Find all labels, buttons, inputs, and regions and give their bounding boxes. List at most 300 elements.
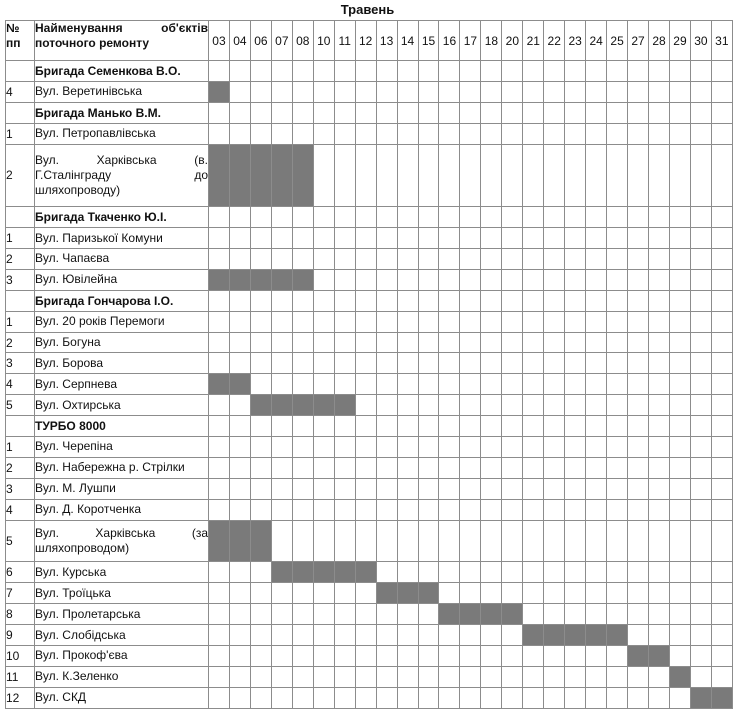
schedule-cell (460, 228, 481, 249)
schedule-cell (586, 666, 607, 687)
schedule-bar-cell (292, 269, 313, 290)
schedule-cell (690, 311, 711, 332)
schedule-cell (586, 269, 607, 290)
schedule-cell (292, 228, 313, 249)
schedule-cell (523, 583, 544, 604)
schedule-cell (334, 102, 355, 123)
schedule-cell (711, 269, 732, 290)
schedule-cell (690, 437, 711, 458)
schedule-cell (418, 102, 439, 123)
schedule-cell (229, 249, 250, 270)
schedule-cell (523, 269, 544, 290)
schedule-cell (229, 102, 250, 123)
schedule-cell (544, 520, 565, 562)
schedule-cell (418, 499, 439, 520)
schedule-cell (355, 269, 376, 290)
schedule-cell (544, 457, 565, 478)
schedule-cell (397, 102, 418, 123)
schedule-cell (397, 144, 418, 207)
schedule-cell (565, 395, 586, 416)
schedule-cell (690, 583, 711, 604)
object-row (6, 144, 733, 207)
object-row (6, 228, 733, 249)
schedule-cell (460, 249, 481, 270)
schedule-cell (711, 666, 732, 687)
schedule-cell (690, 416, 711, 437)
schedule-cell (586, 81, 607, 102)
schedule-cell (565, 249, 586, 270)
schedule-cell (607, 499, 628, 520)
schedule-cell (439, 123, 460, 144)
schedule-cell (292, 102, 313, 123)
schedule-cell (418, 353, 439, 374)
day-header: 12 (355, 21, 376, 61)
schedule-cell (586, 102, 607, 123)
schedule-cell (649, 687, 670, 708)
row-number: 2 (6, 144, 35, 207)
schedule-cell (313, 228, 334, 249)
schedule-cell (711, 520, 732, 562)
schedule-cell (397, 207, 418, 228)
schedule-cell (292, 625, 313, 646)
schedule-cell (334, 332, 355, 353)
schedule-cell (334, 687, 355, 708)
schedule-cell (690, 332, 711, 353)
schedule-cell (628, 604, 649, 625)
schedule-cell (250, 457, 271, 478)
schedule-cell (649, 457, 670, 478)
object-row (6, 353, 733, 374)
schedule-cell (711, 102, 732, 123)
schedule-cell (711, 311, 732, 332)
row-number: 2 (6, 457, 35, 478)
schedule-cell (544, 228, 565, 249)
schedule-cell (502, 520, 523, 562)
day-header: 04 (229, 21, 250, 61)
schedule-cell (481, 520, 502, 562)
schedule-cell (313, 437, 334, 458)
schedule-cell (565, 645, 586, 666)
schedule-cell (523, 645, 544, 666)
schedule-cell (229, 311, 250, 332)
schedule-cell (544, 249, 565, 270)
schedule-cell (502, 102, 523, 123)
object-row (6, 604, 733, 625)
day-header: 06 (250, 21, 271, 61)
schedule-cell (628, 61, 649, 82)
schedule-cell (669, 290, 690, 311)
schedule-cell (481, 625, 502, 646)
schedule-cell (502, 457, 523, 478)
schedule-cell (523, 604, 544, 625)
schedule-bar-cell (292, 144, 313, 207)
schedule-bar-cell (209, 144, 230, 207)
schedule-cell (334, 457, 355, 478)
schedule-cell (565, 311, 586, 332)
schedule-cell (271, 437, 292, 458)
schedule-cell (460, 645, 481, 666)
row-number: 3 (6, 269, 35, 290)
schedule-cell (607, 123, 628, 144)
schedule-cell (586, 604, 607, 625)
schedule-cell (418, 395, 439, 416)
schedule-cell (628, 499, 649, 520)
schedule-cell (565, 666, 586, 687)
row-number: 9 (6, 625, 35, 646)
schedule-cell (544, 416, 565, 437)
schedule-cell (586, 290, 607, 311)
schedule-cell (439, 374, 460, 395)
schedule-cell (607, 520, 628, 562)
object-row (6, 645, 733, 666)
schedule-cell (523, 123, 544, 144)
schedule-cell (355, 499, 376, 520)
schedule-cell (690, 395, 711, 416)
schedule-cell (711, 228, 732, 249)
schedule-bar-cell (313, 395, 334, 416)
schedule-cell (209, 395, 230, 416)
schedule-cell (209, 645, 230, 666)
schedule-bar-cell (209, 374, 230, 395)
schedule-cell (711, 645, 732, 666)
schedule-cell (376, 457, 397, 478)
row-number: 2 (6, 332, 35, 353)
schedule-cell (502, 249, 523, 270)
schedule-cell (313, 61, 334, 82)
schedule-cell (313, 311, 334, 332)
schedule-cell (250, 562, 271, 583)
schedule-cell (628, 416, 649, 437)
schedule-cell (711, 395, 732, 416)
schedule-cell (397, 374, 418, 395)
schedule-cell (628, 81, 649, 102)
schedule-cell (460, 311, 481, 332)
schedule-cell (313, 207, 334, 228)
schedule-cell (481, 583, 502, 604)
schedule-bar-cell (292, 562, 313, 583)
row-number: 3 (6, 478, 35, 499)
schedule-cell (250, 332, 271, 353)
schedule-cell (271, 520, 292, 562)
schedule-cell (229, 81, 250, 102)
schedule-cell (502, 687, 523, 708)
schedule-cell (669, 645, 690, 666)
schedule-cell (565, 687, 586, 708)
row-number: 6 (6, 562, 35, 583)
schedule-cell (460, 353, 481, 374)
schedule-cell (292, 666, 313, 687)
schedule-bar-cell (229, 144, 250, 207)
schedule-cell (355, 228, 376, 249)
schedule-cell (460, 562, 481, 583)
schedule-cell (271, 81, 292, 102)
schedule-cell (607, 395, 628, 416)
object-row (6, 666, 733, 687)
schedule-cell (271, 666, 292, 687)
schedule-cell (355, 395, 376, 416)
schedule-cell (460, 666, 481, 687)
schedule-cell (628, 332, 649, 353)
schedule-cell (502, 478, 523, 499)
schedule-bar-cell (481, 604, 502, 625)
schedule-cell (607, 144, 628, 207)
brigade-name: Бригада Манько В.М. (35, 102, 209, 123)
schedule-cell (418, 123, 439, 144)
row-number: 11 (6, 666, 35, 687)
schedule-cell (481, 123, 502, 144)
schedule-cell (250, 311, 271, 332)
schedule-cell (334, 478, 355, 499)
schedule-cell (313, 687, 334, 708)
brigade-num-empty (6, 207, 35, 228)
schedule-bar-cell (711, 687, 732, 708)
schedule-cell (271, 457, 292, 478)
schedule-cell (628, 687, 649, 708)
schedule-bar-cell (355, 562, 376, 583)
object-name: Вул. Курська (35, 562, 209, 583)
schedule-cell (355, 437, 376, 458)
object-row (6, 269, 733, 290)
schedule-cell (292, 332, 313, 353)
schedule-cell (313, 457, 334, 478)
schedule-cell (460, 395, 481, 416)
schedule-cell (711, 625, 732, 646)
schedule-cell (397, 228, 418, 249)
schedule-cell (334, 269, 355, 290)
schedule-bar-cell (209, 520, 230, 562)
schedule-cell (250, 374, 271, 395)
schedule-cell (209, 416, 230, 437)
schedule-cell (669, 395, 690, 416)
schedule-cell (544, 374, 565, 395)
schedule-cell (607, 687, 628, 708)
brigade-row (6, 416, 733, 437)
schedule-cell (355, 583, 376, 604)
schedule-cell (711, 332, 732, 353)
schedule-cell (690, 290, 711, 311)
schedule-cell (418, 374, 439, 395)
schedule-cell (669, 353, 690, 374)
schedule-cell (607, 269, 628, 290)
schedule-cell (271, 604, 292, 625)
schedule-cell (292, 123, 313, 144)
schedule-cell (481, 269, 502, 290)
schedule-cell (523, 61, 544, 82)
schedule-cell (523, 249, 544, 270)
schedule-cell (292, 353, 313, 374)
schedule-cell (669, 102, 690, 123)
schedule-cell (209, 311, 230, 332)
schedule-cell (355, 102, 376, 123)
schedule-cell (355, 416, 376, 437)
schedule-cell (565, 374, 586, 395)
schedule-cell (209, 353, 230, 374)
schedule-cell (376, 332, 397, 353)
row-number: 1 (6, 123, 35, 144)
day-header: 25 (607, 21, 628, 61)
schedule-cell (586, 228, 607, 249)
schedule-cell (523, 687, 544, 708)
schedule-cell (544, 61, 565, 82)
schedule-cell (334, 645, 355, 666)
schedule-cell (229, 290, 250, 311)
schedule-cell (690, 520, 711, 562)
schedule-cell (586, 61, 607, 82)
header-num: № пп (6, 21, 35, 61)
schedule-cell (209, 102, 230, 123)
schedule-bar-cell (334, 395, 355, 416)
day-header: 21 (523, 21, 544, 61)
schedule-cell (523, 102, 544, 123)
schedule-cell (649, 269, 670, 290)
schedule-cell (649, 207, 670, 228)
schedule-cell (250, 499, 271, 520)
schedule-cell (460, 290, 481, 311)
object-name: Вул. 20 років Перемоги (35, 311, 209, 332)
schedule-cell (481, 249, 502, 270)
schedule-cell (544, 499, 565, 520)
schedule-cell (502, 311, 523, 332)
schedule-cell (313, 645, 334, 666)
schedule-cell (502, 269, 523, 290)
schedule-cell (334, 583, 355, 604)
schedule-cell (669, 604, 690, 625)
object-name: Вул. Серпнева (35, 374, 209, 395)
schedule-cell (271, 478, 292, 499)
schedule-cell (460, 269, 481, 290)
schedule-cell (376, 61, 397, 82)
schedule-cell (209, 562, 230, 583)
schedule-cell (334, 353, 355, 374)
schedule-cell (439, 311, 460, 332)
row-number: 3 (6, 353, 35, 374)
schedule-cell (376, 499, 397, 520)
schedule-cell (565, 207, 586, 228)
schedule-cell (649, 395, 670, 416)
schedule-cell (313, 583, 334, 604)
object-name: Вул. Харківська (в. Г.Сталінграду до шляхопроводу) (35, 144, 209, 207)
schedule-bar-cell (229, 374, 250, 395)
schedule-cell (690, 102, 711, 123)
schedule-cell (209, 249, 230, 270)
schedule-cell (690, 374, 711, 395)
schedule-cell (649, 520, 670, 562)
schedule-cell (292, 207, 313, 228)
object-name: Вул. Чапаєва (35, 249, 209, 270)
schedule-cell (586, 311, 607, 332)
schedule-cell (376, 625, 397, 646)
schedule-cell (418, 61, 439, 82)
schedule-cell (292, 81, 313, 102)
row-number: 5 (6, 520, 35, 562)
object-name: Вул. К.Зеленко (35, 666, 209, 687)
schedule-cell (523, 666, 544, 687)
schedule-cell (376, 228, 397, 249)
schedule-cell (649, 499, 670, 520)
schedule-cell (607, 457, 628, 478)
schedule-cell (607, 228, 628, 249)
schedule-cell (481, 228, 502, 249)
schedule-cell (271, 332, 292, 353)
schedule-cell (355, 123, 376, 144)
schedule-cell (565, 457, 586, 478)
schedule-cell (271, 645, 292, 666)
schedule-cell (334, 520, 355, 562)
schedule-cell (439, 416, 460, 437)
schedule-cell (250, 666, 271, 687)
schedule-cell (355, 353, 376, 374)
schedule-cell (502, 332, 523, 353)
schedule-cell (690, 562, 711, 583)
schedule-cell (565, 520, 586, 562)
schedule-cell (229, 123, 250, 144)
schedule-bar-cell (250, 144, 271, 207)
schedule-cell (523, 290, 544, 311)
day-header: 10 (313, 21, 334, 61)
schedule-cell (229, 457, 250, 478)
schedule-cell (502, 290, 523, 311)
schedule-cell (669, 416, 690, 437)
schedule-cell (711, 457, 732, 478)
schedule-cell (271, 583, 292, 604)
schedule-cell (334, 290, 355, 311)
schedule-cell (649, 249, 670, 270)
schedule-cell (607, 583, 628, 604)
schedule-cell (209, 583, 230, 604)
schedule-cell (229, 666, 250, 687)
schedule-cell (586, 645, 607, 666)
schedule-cell (397, 311, 418, 332)
schedule-cell (292, 583, 313, 604)
schedule-cell (250, 61, 271, 82)
schedule-bar-cell (209, 269, 230, 290)
schedule-bar-cell (565, 625, 586, 646)
schedule-cell (292, 374, 313, 395)
schedule-cell (565, 332, 586, 353)
schedule-cell (397, 478, 418, 499)
schedule-cell (565, 562, 586, 583)
schedule-cell (355, 604, 376, 625)
schedule-cell (523, 81, 544, 102)
object-row (6, 374, 733, 395)
schedule-cell (502, 395, 523, 416)
schedule-cell (502, 123, 523, 144)
schedule-cell (460, 583, 481, 604)
schedule-cell (376, 520, 397, 562)
schedule-cell (481, 645, 502, 666)
schedule-cell (439, 332, 460, 353)
schedule-cell (669, 144, 690, 207)
schedule-cell (523, 332, 544, 353)
schedule-cell (397, 562, 418, 583)
object-row (6, 123, 733, 144)
schedule-cell (481, 437, 502, 458)
schedule-cell (544, 645, 565, 666)
schedule-cell (418, 666, 439, 687)
schedule-cell (250, 416, 271, 437)
schedule-cell (628, 123, 649, 144)
schedule-cell (439, 437, 460, 458)
schedule-cell (607, 207, 628, 228)
schedule-cell (313, 416, 334, 437)
object-name: Вул. СКД (35, 687, 209, 708)
schedule-cell (690, 457, 711, 478)
object-row (6, 625, 733, 646)
schedule-cell (460, 416, 481, 437)
schedule-cell (271, 353, 292, 374)
schedule-bar-cell (376, 583, 397, 604)
schedule-cell (334, 228, 355, 249)
